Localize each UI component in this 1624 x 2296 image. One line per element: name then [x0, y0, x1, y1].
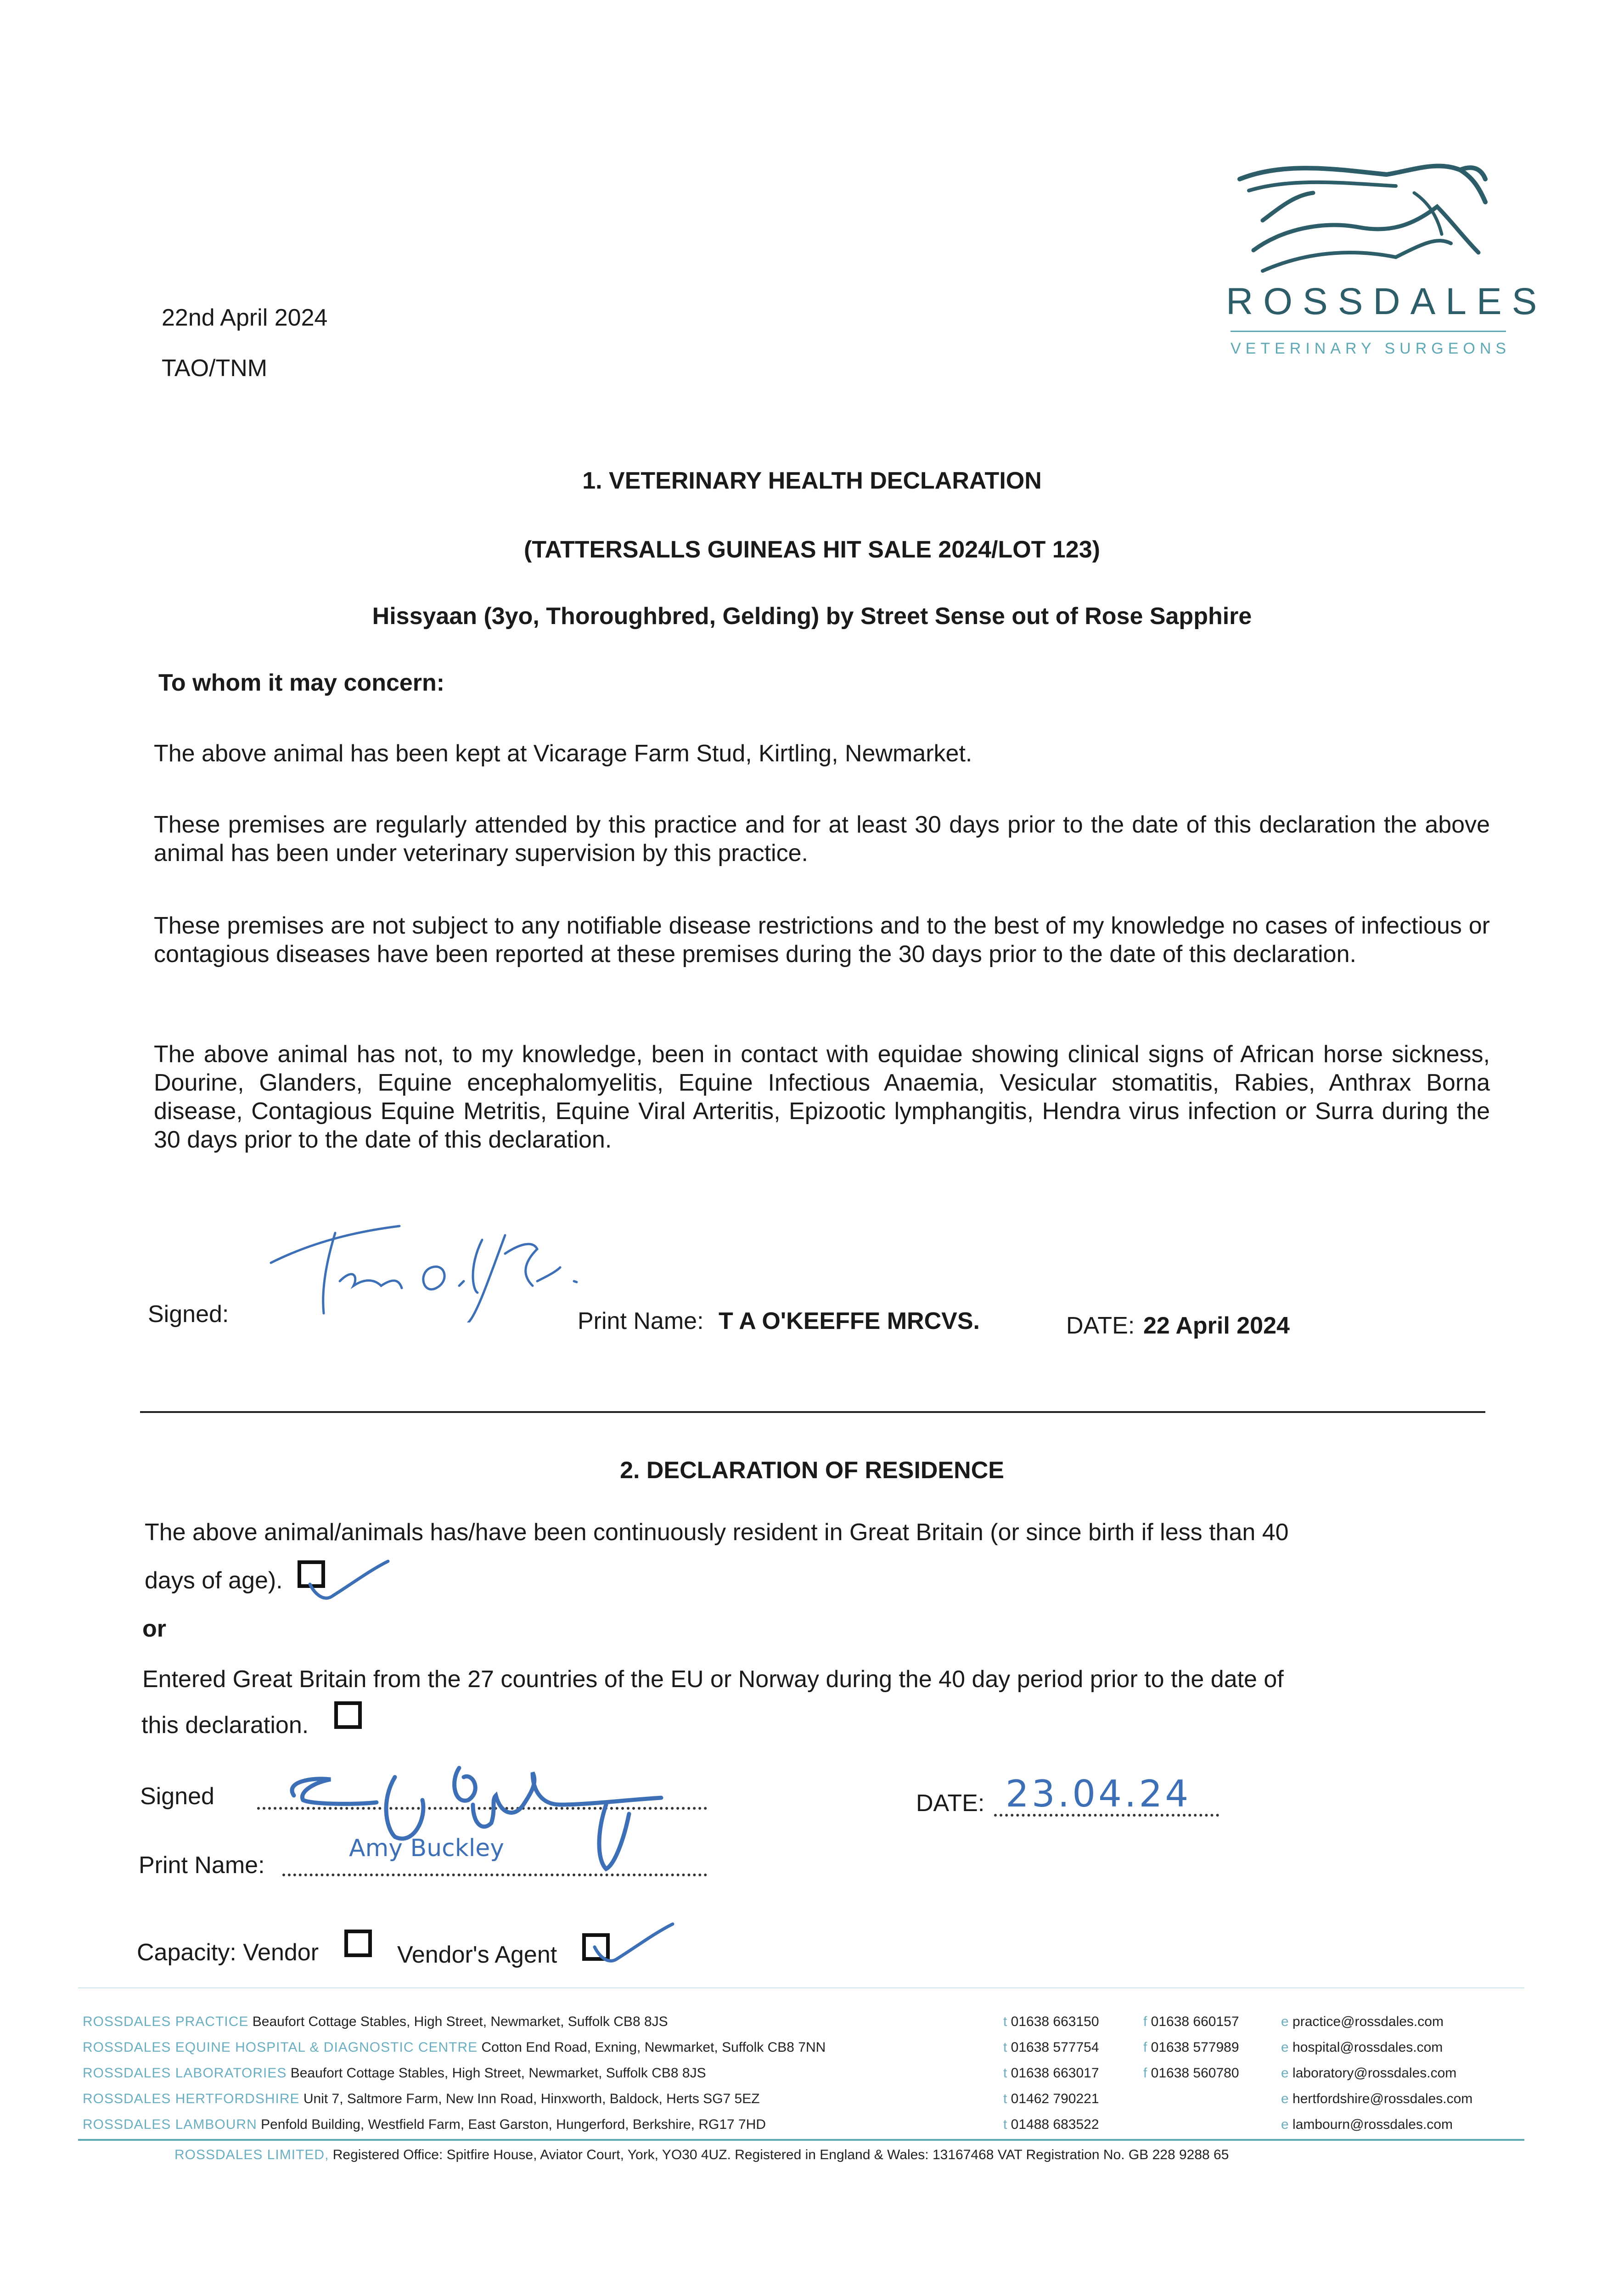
vendor-print-name-label: Print Name: — [139, 1852, 265, 1879]
footer-faxes: f 01638 660157 f 01638 577989 f 01638 560780 — [1143, 2014, 1239, 2081]
vendor-signed-label: Signed — [140, 1783, 214, 1810]
residence-option1-line2: days of age). — [145, 1567, 283, 1594]
vendors-agent-label: Vendor's Agent — [397, 1941, 557, 1968]
paragraph-premises: The above animal has been kept at Vicarage Farm Stud, Kirtling, Newmarket. — [154, 740, 972, 767]
footer-emails: e practice@rossdales.com e hospital@rossdales.com e laboratory@rossdales.com e hertfordshire@rossdales.com e lambourn@rossdales.com — [1281, 2014, 1473, 2132]
residence-option1-line1: The above animal/animals has/have been continuously resident in Great Britain (or since birth if less than 40 — [145, 1519, 1289, 1546]
footer-email: hospital@rossdales.com — [1292, 2040, 1443, 2055]
vendor-signature — [275, 1754, 689, 1883]
footer-telephones: t 01638 663150 t 01638 577754 t 01638 663017 t 01462 790221 t 01488 683522 — [1003, 2014, 1099, 2132]
brand-subtitle: VETERINARY SURGEONS — [1231, 340, 1511, 357]
checkbox-entered-gb[interactable] — [334, 1701, 362, 1729]
footer-location: ROSSDALES LAMBOURN Penfold Building, Westfield Farm, East Garston, Hungerford, Berkshire, RG17 7HD — [83, 2117, 766, 2132]
section1-heading: 1. VETERINARY HEALTH DECLARATION — [582, 467, 1042, 494]
residence-option2-line2: this declaration. — [141, 1712, 309, 1739]
footer-locations — [83, 2009, 826, 2138]
footer-location: ROSSDALES PRACTICE Beaufort Cottage Stables, High Street, Newmarket, Suffolk CB8 8JS — [83, 2014, 668, 2029]
rossdales-logo — [1221, 152, 1547, 367]
vet-signature — [262, 1212, 611, 1322]
vendor-date-label: DATE: — [916, 1790, 985, 1817]
print-name-dotted-line — [282, 1874, 707, 1876]
section-divider — [140, 1411, 1485, 1413]
footer-phone: 01638 577754 — [1011, 2040, 1099, 2055]
footer-email: hertfordshire@rossdales.com — [1292, 2091, 1473, 2106]
letter-reference: TAO/TNM — [162, 355, 268, 382]
or-label: or — [142, 1615, 166, 1642]
footer-registration: ROSSDALES LIMITED, Registered Office: Spitfire House, Aviator Court, York, YO30 4UZ. Registered in England & Wales: 13167468 VAT Registration No. GB 228 9288 65 — [174, 2147, 1229, 2162]
paragraph-restrictions: These premises are not subject to any notifiable disease restrictions and to the best of my knowledge no cases of infectious or contagious diseases have been reported at these premises during the 30 days prior to the date of this declaration. — [154, 912, 1490, 968]
vendor-print-name-value: Amy Buckley — [349, 1835, 505, 1862]
footer-phone: 01638 663150 — [1011, 2014, 1099, 2029]
footer-location: ROSSDALES EQUINE HOSPITAL & DIAGNOSTIC CENTRE Cotton End Road, Exning, Newmarket, Suffolk CB8 7NN — [83, 2040, 826, 2055]
footer-phone: 01488 683522 — [1011, 2117, 1099, 2132]
section2-heading: 2. DECLARATION OF RESIDENCE — [620, 1457, 1004, 1484]
section1-subheading: (TATTERSALLS GUINEAS HIT SALE 2024/LOT 123) — [524, 536, 1100, 563]
signed-label: Signed: — [148, 1301, 229, 1328]
paragraph-supervision: These premises are regularly attended by this practice and for at least 30 days prior to the date of this declaration the above animal has been under veterinary supervision by this practice. — [154, 811, 1490, 867]
paragraph-contact: The above animal has not, to my knowledge, been in contact with equidae showing clinical signs of African horse sickness, Dourine, Glanders, Equine encephalomyelitis, Equine Infectious Anaemia, Vesicular stomatitis, Rabies, Anthrax Borna disease, Contagious Equine Metritis, Equine Viral Arteritis, Epizootic lymphangitis, Hendra virus infection or Surra during the 30 days prior to the date of this declaration. — [154, 1041, 1490, 1153]
checkmark-vendors-agent-icon — [590, 1915, 682, 1970]
checkmark-resident-gb-icon — [305, 1552, 397, 1607]
vet-print-name-label: Print Name: — [578, 1308, 704, 1334]
horse-logo-icon — [1221, 152, 1515, 289]
footer-bottom-rule — [78, 2139, 1524, 2141]
logo-divider — [1231, 331, 1506, 332]
horse-identification: Hissyaan (3yo, Thoroughbred, Gelding) by Street Sense out of Rose Sapphire — [372, 603, 1252, 630]
checkbox-vendor[interactable] — [344, 1930, 372, 1957]
vendor-date-value: 23.04.24 — [1006, 1773, 1191, 1815]
vet-date-label: DATE: — [1066, 1312, 1135, 1339]
footer-phone: 01462 790221 — [1011, 2091, 1099, 2106]
vet-date-value: 22 April 2024 — [1143, 1312, 1290, 1339]
footer-location: ROSSDALES HERTFORDSHIRE Unit 7, Saltmore Farm, New Inn Road, Hinxworth, Baldock, Herts SG7 5EZ — [83, 2091, 760, 2106]
letter-date: 22nd April 2024 — [162, 304, 328, 331]
salutation: To whom it may concern: — [158, 670, 445, 696]
footer-fax: 01638 660157 — [1151, 2014, 1239, 2029]
footer-email: laboratory@rossdales.com — [1292, 2065, 1457, 2081]
footer-top-rule — [78, 1987, 1524, 1988]
footer-fax: 01638 560780 — [1151, 2065, 1239, 2081]
footer-phone: 01638 663017 — [1011, 2065, 1099, 2081]
brand-name: ROSSDALES — [1226, 281, 1547, 322]
footer-email: practice@rossdales.com — [1292, 2014, 1444, 2029]
footer-email: lambourn@rossdales.com — [1292, 2117, 1453, 2132]
capacity-label: Capacity: Vendor — [137, 1939, 319, 1966]
footer-location: ROSSDALES LABORATORIES Beaufort Cottage Stables, High Street, Newmarket, Suffolk CB8 8JS — [83, 2065, 706, 2081]
footer-fax: 01638 577989 — [1151, 2040, 1239, 2055]
residence-option2-line1: Entered Great Britain from the 27 countries of the EU or Norway during the 40 day period prior to the date of — [142, 1666, 1284, 1693]
vet-print-name-value: T A O'KEEFFE MRCVS. — [719, 1308, 980, 1334]
